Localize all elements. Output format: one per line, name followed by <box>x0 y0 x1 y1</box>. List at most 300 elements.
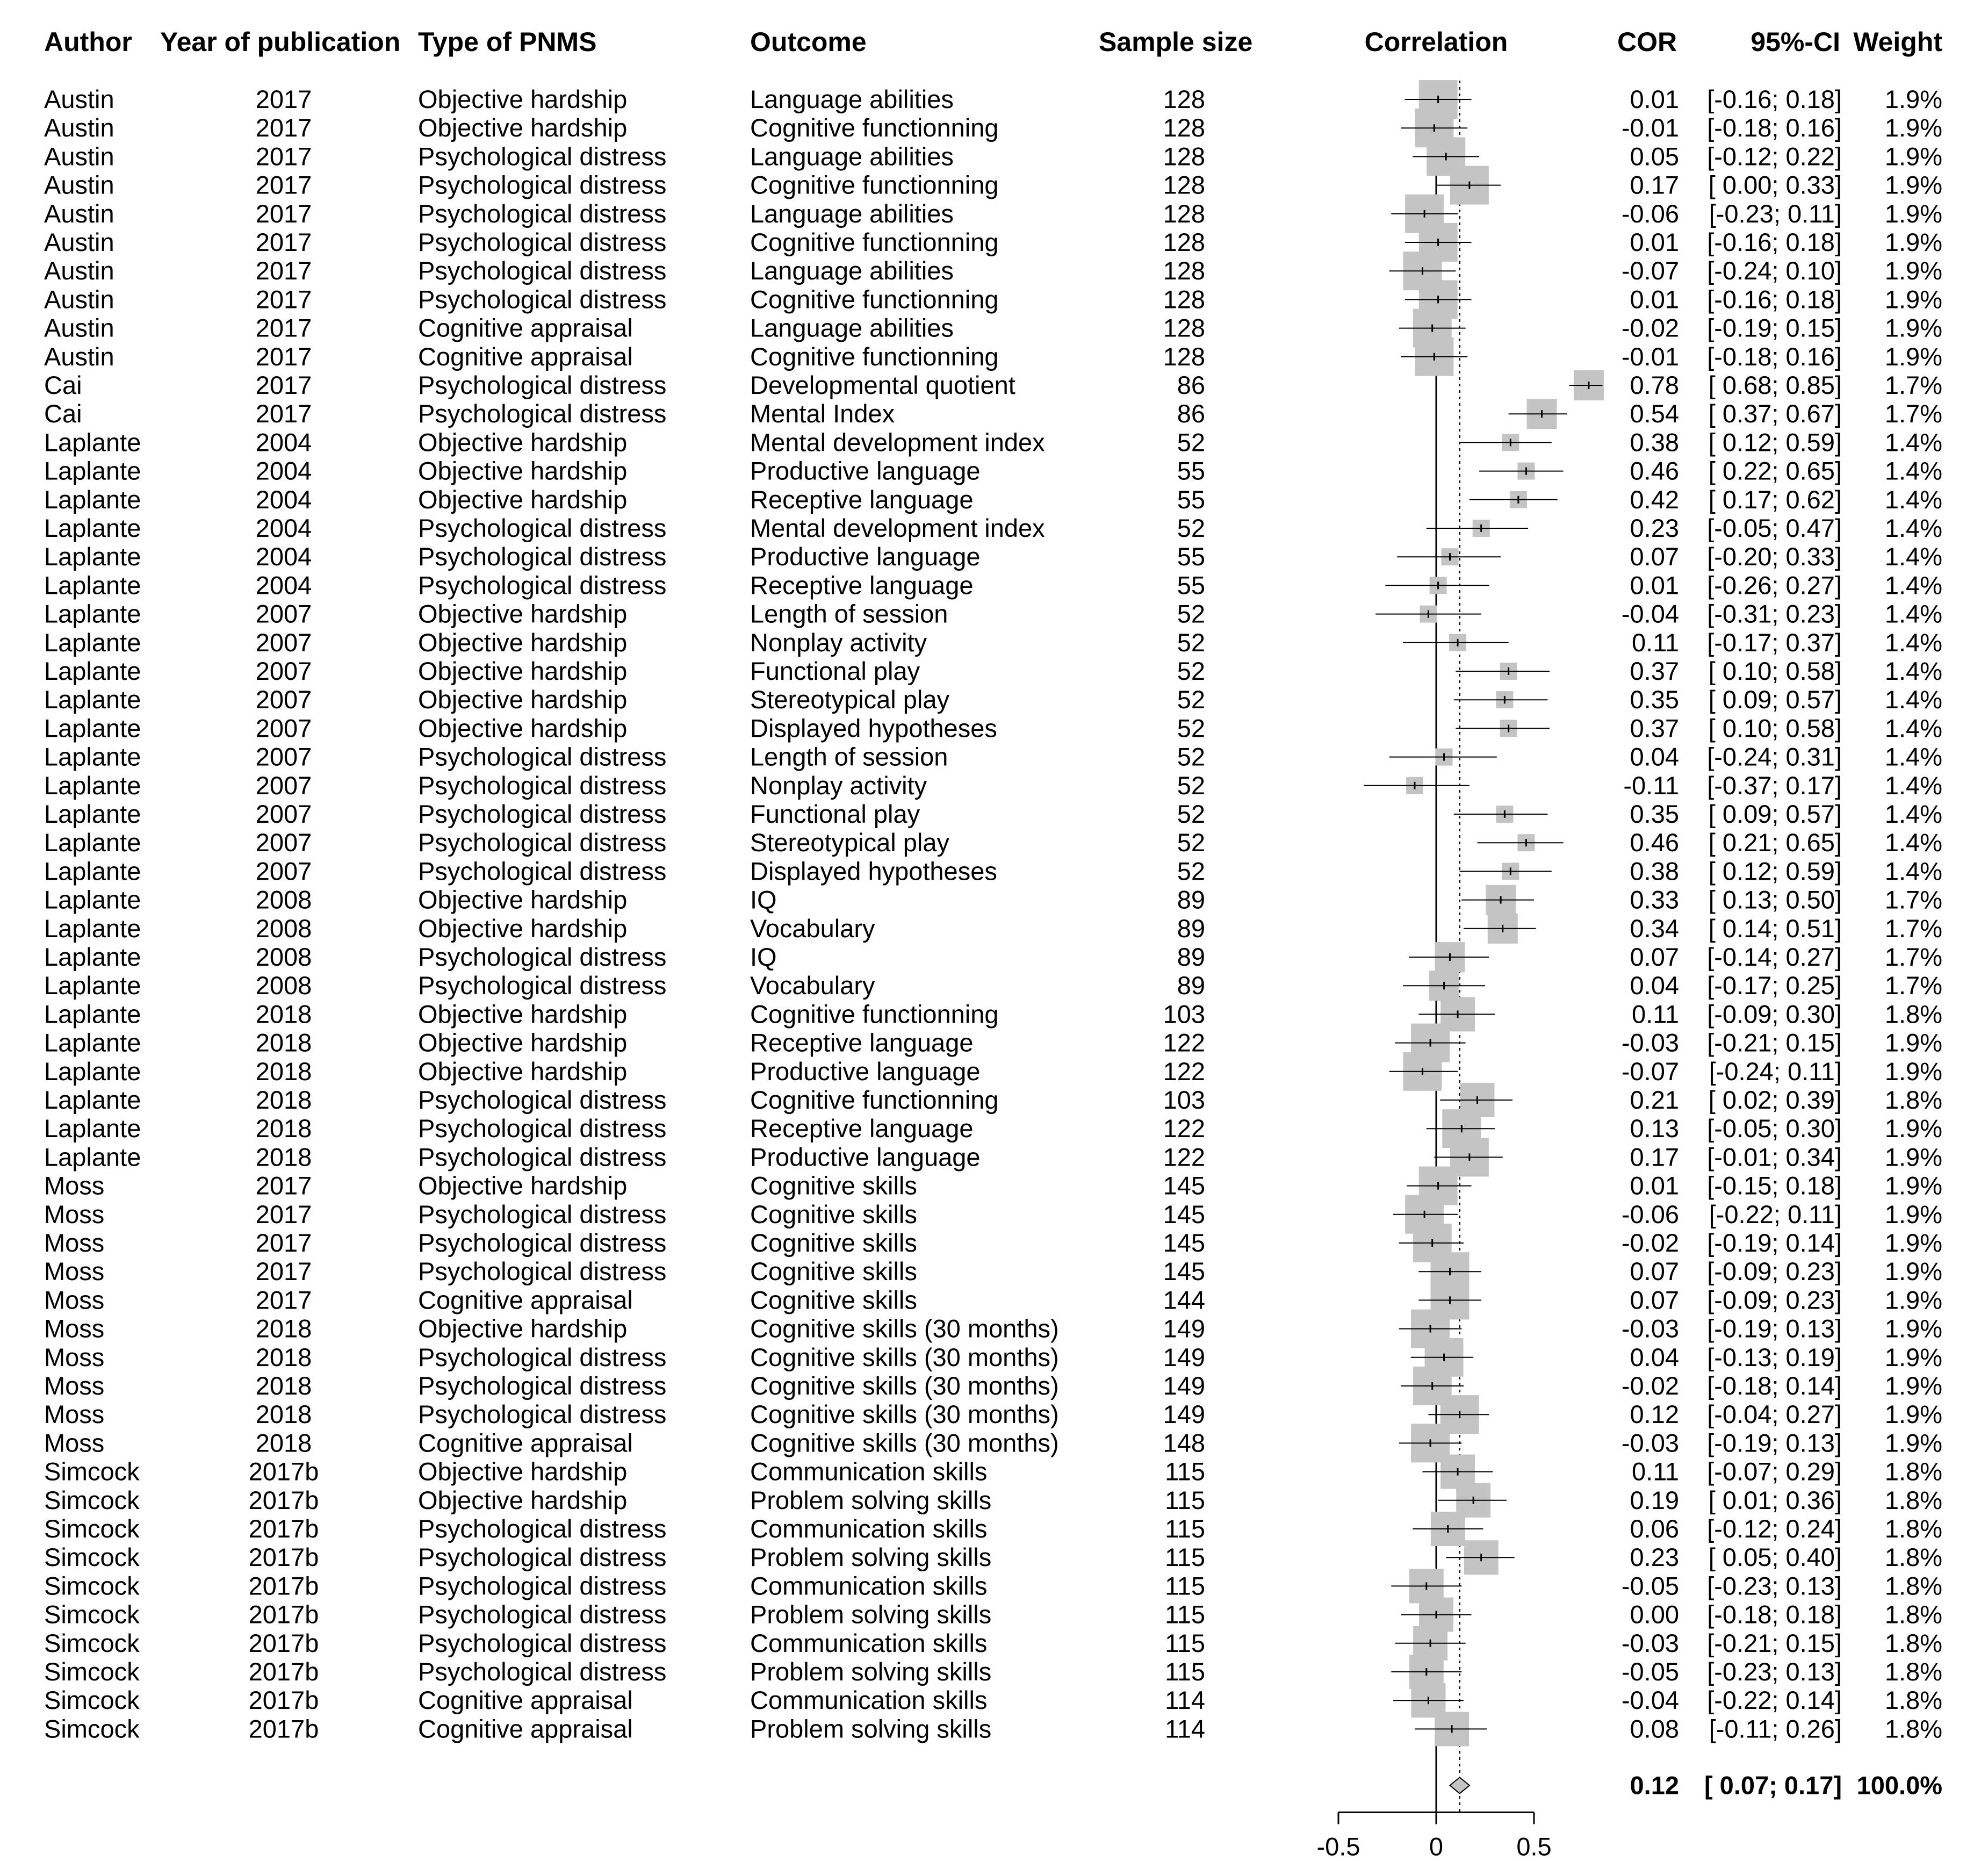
row-year: 2018 <box>255 1371 312 1400</box>
row-author: Laplante <box>44 1114 141 1143</box>
row-weight: 1.4% <box>1884 771 1942 800</box>
row-sample-size: 128 <box>1163 228 1205 256</box>
row-weight: 1.9% <box>1884 285 1942 314</box>
study-row <box>44 1629 1942 1657</box>
row-year: 2017 <box>255 285 312 314</box>
row-weight: 1.9% <box>1884 313 1942 342</box>
row-ci: [-0.18; 0.16] <box>1707 113 1842 142</box>
row-type: Psychological distress <box>418 399 667 428</box>
row-outcome: Mental Index <box>750 399 895 428</box>
row-outcome: Nonplay activity <box>750 628 927 657</box>
row-cor: 0.35 <box>1630 685 1679 714</box>
row-weight: 1.9% <box>1884 342 1942 371</box>
x-axis-tick-label: 0.5 <box>1516 1832 1552 1861</box>
row-weight: 1.7% <box>1884 399 1942 428</box>
row-author: Austin <box>44 113 114 142</box>
row-outcome: Productive language <box>750 456 981 485</box>
study-row <box>44 1657 1942 1686</box>
row-weight: 1.4% <box>1884 857 1942 886</box>
row-cor: -0.02 <box>1621 1371 1679 1400</box>
row-sample-size: 52 <box>1177 742 1205 771</box>
row-ci: [ 0.00; 0.33] <box>1708 170 1842 199</box>
row-year: 2017b <box>248 1657 319 1686</box>
row-author: Laplante <box>44 714 141 743</box>
header-row <box>44 27 1942 57</box>
row-year: 2008 <box>255 914 312 943</box>
row-sample-size: 145 <box>1163 1228 1205 1257</box>
row-author: Laplante <box>44 828 141 857</box>
row-cor: -0.03 <box>1621 1028 1679 1057</box>
row-weight: 1.4% <box>1884 456 1942 485</box>
row-author: Laplante <box>44 800 141 828</box>
study-row <box>44 1285 1942 1314</box>
row-year: 2017b <box>248 1543 319 1572</box>
row-outcome: Communication skills <box>750 1628 988 1657</box>
row-type: Psychological distress <box>418 1514 667 1543</box>
row-ci: [-0.19; 0.14] <box>1707 1228 1842 1257</box>
row-sample-size: 52 <box>1177 771 1205 800</box>
row-author: Laplante <box>44 456 141 485</box>
row-cor: -0.03 <box>1621 1314 1679 1343</box>
row-ci: [-0.23; 0.13] <box>1707 1571 1842 1600</box>
row-cor: 0.38 <box>1630 428 1679 457</box>
row-weight: 1.9% <box>1884 1428 1942 1457</box>
row-outcome: Displayed hypotheses <box>750 857 997 886</box>
row-weight: 1.9% <box>1884 1171 1942 1200</box>
row-author: Austin <box>44 256 114 285</box>
row-type: Objective hardship <box>418 1000 628 1029</box>
row-ci: [-0.09; 0.23] <box>1707 1285 1842 1314</box>
row-cor: 0.01 <box>1630 285 1679 314</box>
row-type: Psychological distress <box>418 1571 667 1600</box>
row-year: 2017 <box>255 1171 312 1200</box>
row-author: Austin <box>44 285 114 314</box>
row-ci: [-0.16; 0.18] <box>1707 85 1842 113</box>
row-weight: 1.8% <box>1884 1000 1942 1029</box>
row-author: Laplante <box>44 542 141 571</box>
row-ci: [-0.05; 0.30] <box>1707 1114 1842 1143</box>
row-ci: [-0.26; 0.27] <box>1707 571 1842 600</box>
row-type: Objective hardship <box>418 1028 628 1057</box>
study-row <box>44 285 1942 313</box>
row-weight: 1.8% <box>1884 1571 1942 1600</box>
row-ci: [ 0.14; 0.51] <box>1708 914 1842 943</box>
study-row <box>44 1486 1942 1514</box>
row-outcome: Stereotypical play <box>750 828 949 857</box>
row-year: 2004 <box>255 456 312 485</box>
row-cor: 0.04 <box>1630 971 1679 1000</box>
row-author: Cai <box>44 371 82 399</box>
row-year: 2004 <box>255 485 312 514</box>
row-cor: 0.07 <box>1630 943 1679 971</box>
row-author: Laplante <box>44 1086 141 1114</box>
row-year: 2017 <box>255 113 312 142</box>
row-type: Psychological distress <box>418 1600 667 1629</box>
row-year: 2018 <box>255 1086 312 1114</box>
row-weight: 1.9% <box>1884 170 1942 199</box>
row-ci: [ 0.12; 0.59] <box>1708 428 1842 457</box>
row-ci: [-0.05; 0.47] <box>1707 514 1842 542</box>
row-weight: 1.9% <box>1884 142 1942 171</box>
row-weight: 1.4% <box>1884 599 1942 628</box>
row-ci: [-0.15; 0.18] <box>1707 1171 1842 1200</box>
row-author: Simcock <box>44 1714 140 1743</box>
row-type: Psychological distress <box>418 800 667 828</box>
study-row <box>44 1029 1942 1057</box>
row-sample-size: 52 <box>1177 685 1205 714</box>
row-weight: 1.9% <box>1884 113 1942 142</box>
row-type: Psychological distress <box>418 742 667 771</box>
row-sample-size: 149 <box>1163 1400 1205 1429</box>
study-row <box>44 714 1942 742</box>
row-cor: 0.07 <box>1630 1285 1679 1314</box>
row-weight: 1.8% <box>1884 1714 1942 1743</box>
row-type: Psychological distress <box>418 971 667 1000</box>
row-author: Simcock <box>44 1686 140 1715</box>
row-ci: [-0.37; 0.17] <box>1707 771 1842 800</box>
row-weight: 1.9% <box>1884 1199 1942 1228</box>
row-author: Simcock <box>44 1457 140 1486</box>
row-type: Objective hardship <box>418 428 628 457</box>
row-type: Psychological distress <box>418 1371 667 1400</box>
row-year: 2017 <box>255 170 312 199</box>
row-outcome: Stereotypical play <box>750 685 949 714</box>
row-outcome: Problem solving skills <box>750 1485 992 1514</box>
row-cor: 0.19 <box>1630 1485 1679 1514</box>
row-weight: 1.4% <box>1884 485 1942 514</box>
row-year: 2017b <box>248 1714 319 1743</box>
row-cor: -0.11 <box>1623 771 1679 800</box>
row-ci: [ 0.10; 0.58] <box>1708 657 1842 685</box>
row-cor: -0.06 <box>1621 199 1679 228</box>
row-type: Objective hardship <box>418 685 628 714</box>
row-cor: 0.01 <box>1630 1171 1679 1200</box>
row-outcome: Receptive language <box>750 1114 974 1143</box>
row-year: 2018 <box>255 1000 312 1029</box>
row-type: Psychological distress <box>418 285 667 314</box>
row-type: Cognitive appraisal <box>418 1428 633 1457</box>
row-author: Laplante <box>44 428 141 457</box>
study-row <box>44 314 1942 342</box>
summary-weight: 100.0% <box>1856 1771 1942 1800</box>
row-author: Austin <box>44 313 114 342</box>
row-author: Cai <box>44 399 82 428</box>
row-author: Laplante <box>44 971 141 1000</box>
row-ci: [-0.21; 0.15] <box>1707 1028 1842 1057</box>
row-weight: 1.4% <box>1884 571 1942 600</box>
header-ci: 95%-CI <box>1751 27 1840 57</box>
row-cor: 0.35 <box>1630 800 1679 828</box>
row-sample-size: 55 <box>1177 485 1205 514</box>
row-weight: 1.9% <box>1884 1028 1942 1057</box>
study-row <box>44 1257 1942 1285</box>
row-year: 2004 <box>255 542 312 571</box>
row-type: Objective hardship <box>418 885 628 914</box>
row-weight: 1.8% <box>1884 1628 1942 1657</box>
row-year: 2017 <box>255 256 312 285</box>
row-outcome: Problem solving skills <box>750 1600 992 1629</box>
row-year: 2017b <box>248 1514 319 1543</box>
row-ci: [ 0.01; 0.36] <box>1708 1485 1842 1514</box>
row-outcome: Cognitive skills (30 months) <box>750 1342 1059 1371</box>
row-author: Laplante <box>44 1028 141 1057</box>
row-sample-size: 86 <box>1177 399 1205 428</box>
row-ci: [ 0.12; 0.59] <box>1708 857 1842 886</box>
row-ci: [-0.16; 0.18] <box>1707 228 1842 256</box>
row-ci: [-0.18; 0.14] <box>1707 1371 1842 1400</box>
row-sample-size: 55 <box>1177 571 1205 600</box>
row-outcome: Language abilities <box>750 85 954 113</box>
row-sample-size: 52 <box>1177 857 1205 886</box>
row-author: Simcock <box>44 1628 140 1657</box>
row-sample-size: 128 <box>1163 85 1205 113</box>
row-cor: -0.02 <box>1621 1228 1679 1257</box>
row-sample-size: 149 <box>1163 1314 1205 1343</box>
row-cor: 0.42 <box>1630 485 1679 514</box>
study-row <box>44 1114 1942 1143</box>
row-cor: -0.03 <box>1621 1428 1679 1457</box>
row-author: Laplante <box>44 742 141 771</box>
row-type: Psychological distress <box>418 571 667 600</box>
row-weight: 1.4% <box>1884 714 1942 743</box>
row-type: Psychological distress <box>418 943 667 971</box>
row-author: Austin <box>44 85 114 113</box>
row-outcome: Productive language <box>750 1143 981 1172</box>
row-sample-size: 122 <box>1163 1114 1205 1143</box>
row-sample-size: 122 <box>1163 1028 1205 1057</box>
row-sample-size: 122 <box>1163 1057 1205 1086</box>
row-type: Psychological distress <box>418 1114 667 1143</box>
study-row <box>44 228 1942 256</box>
row-outcome: Language abilities <box>750 256 954 285</box>
row-outcome: Functional play <box>750 657 920 685</box>
row-type: Psychological distress <box>418 1342 667 1371</box>
row-ci: [ 0.13; 0.50] <box>1708 885 1842 914</box>
row-type: Cognitive appraisal <box>418 342 633 371</box>
row-cor: -0.01 <box>1621 342 1679 371</box>
study-row <box>44 1228 1942 1257</box>
row-type: Objective hardship <box>418 456 628 485</box>
study-row <box>44 628 1942 657</box>
row-type: Psychological distress <box>418 542 667 571</box>
row-sample-size: 52 <box>1177 800 1205 828</box>
row-cor: 0.08 <box>1630 1714 1679 1743</box>
row-ci: [-0.23; 0.11] <box>1709 199 1842 228</box>
row-ci: [-0.09; 0.30] <box>1707 1000 1842 1029</box>
study-row <box>44 571 1942 599</box>
row-sample-size: 145 <box>1163 1199 1205 1228</box>
row-outcome: Cognitive functionning <box>750 113 999 142</box>
row-ci: [-0.18; 0.18] <box>1707 1600 1842 1629</box>
row-outcome: Cognitive skills <box>750 1171 917 1200</box>
row-author: Simcock <box>44 1657 140 1686</box>
study-row <box>44 1514 1942 1543</box>
row-outcome: Cognitive skills <box>750 1285 917 1314</box>
row-author: Simcock <box>44 1543 140 1572</box>
row-ci: [-0.24; 0.31] <box>1707 742 1842 771</box>
row-type: Objective hardship <box>418 85 628 113</box>
row-sample-size: 128 <box>1163 285 1205 314</box>
row-sample-size: 89 <box>1177 943 1205 971</box>
row-sample-size: 114 <box>1165 1714 1205 1743</box>
row-ci: [-0.11; 0.26] <box>1709 1714 1842 1743</box>
row-weight: 1.8% <box>1884 1600 1942 1629</box>
row-cor: 0.38 <box>1630 857 1679 886</box>
row-outcome: Receptive language <box>750 485 974 514</box>
row-sample-size: 52 <box>1177 828 1205 857</box>
row-type: Psychological distress <box>418 1199 667 1228</box>
row-cor: 0.37 <box>1630 657 1679 685</box>
study-row <box>44 1428 1942 1457</box>
row-year: 2018 <box>255 1342 312 1371</box>
row-year: 2007 <box>255 628 312 657</box>
study-rows <box>44 85 1942 1799</box>
study-row <box>44 771 1942 800</box>
row-ci: [ 0.09; 0.57] <box>1708 685 1842 714</box>
row-outcome: Cognitive skills <box>750 1257 917 1286</box>
row-outcome: Language abilities <box>750 313 954 342</box>
study-row <box>44 1457 1942 1486</box>
row-outcome: Length of session <box>750 742 948 771</box>
row-year: 2018 <box>255 1314 312 1343</box>
row-year: 2008 <box>255 971 312 1000</box>
row-outcome: Length of session <box>750 599 948 628</box>
row-ci: [ 0.10; 0.58] <box>1708 714 1842 743</box>
row-year: 2007 <box>255 742 312 771</box>
row-type: Cognitive appraisal <box>418 1714 633 1743</box>
header-weight: Weight <box>1853 27 1942 57</box>
row-ci: [-0.23; 0.13] <box>1707 1657 1842 1686</box>
row-year: 2017 <box>255 142 312 171</box>
row-author: Laplante <box>44 628 141 657</box>
row-author: Moss <box>44 1171 105 1200</box>
row-year: 2004 <box>255 514 312 542</box>
row-outcome: Cognitive functionning <box>750 342 999 371</box>
row-ci: [-0.24; 0.11] <box>1709 1057 1842 1086</box>
study-row <box>44 828 1942 857</box>
row-author: Laplante <box>44 685 141 714</box>
row-year: 2018 <box>255 1057 312 1086</box>
row-year: 2007 <box>255 800 312 828</box>
row-author: Moss <box>44 1371 105 1400</box>
study-row <box>44 1172 1942 1200</box>
row-outcome: Displayed hypotheses <box>750 714 997 743</box>
row-sample-size: 128 <box>1163 313 1205 342</box>
study-row <box>44 371 1942 399</box>
row-outcome: Developmental quotient <box>750 371 1015 399</box>
row-cor: 0.13 <box>1630 1114 1679 1143</box>
row-weight: 1.4% <box>1884 742 1942 771</box>
row-type: Psychological distress <box>418 371 667 399</box>
study-row <box>44 943 1942 971</box>
row-weight: 1.9% <box>1884 1400 1942 1429</box>
row-author: Austin <box>44 142 114 171</box>
row-weight: 1.9% <box>1884 1143 1942 1172</box>
row-sample-size: 128 <box>1163 256 1205 285</box>
row-outcome: Language abilities <box>750 199 954 228</box>
row-author: Laplante <box>44 599 141 628</box>
row-outcome: IQ <box>750 943 777 971</box>
row-year: 2017 <box>255 1285 312 1314</box>
row-cor: 0.17 <box>1630 170 1679 199</box>
study-row <box>44 886 1942 914</box>
row-outcome: Vocabulary <box>750 971 875 1000</box>
row-year: 2017b <box>248 1628 319 1657</box>
row-cor: 0.01 <box>1630 571 1679 600</box>
row-cor: 0.06 <box>1630 1514 1679 1543</box>
row-year: 2017 <box>255 85 312 113</box>
row-author: Moss <box>44 1428 105 1457</box>
row-cor: -0.05 <box>1621 1571 1679 1600</box>
summary-cor: 0.12 <box>1630 1771 1679 1800</box>
row-year: 2007 <box>255 828 312 857</box>
row-ci: [-0.07; 0.29] <box>1707 1457 1842 1486</box>
row-outcome: Cognitive skills <box>750 1199 917 1228</box>
row-sample-size: 144 <box>1163 1285 1205 1314</box>
row-year: 2017 <box>255 342 312 371</box>
row-weight: 1.9% <box>1884 199 1942 228</box>
row-weight: 1.9% <box>1884 1371 1942 1400</box>
row-cor: 0.01 <box>1630 228 1679 256</box>
row-outcome: Cognitive skills (30 months) <box>750 1314 1059 1343</box>
row-cor: -0.07 <box>1621 1057 1679 1086</box>
row-sample-size: 52 <box>1177 428 1205 457</box>
row-type: Psychological distress <box>418 514 667 542</box>
row-type: Objective hardship <box>418 1057 628 1086</box>
row-type: Psychological distress <box>418 1657 667 1686</box>
row-cor: 0.01 <box>1630 85 1679 113</box>
row-sample-size: 115 <box>1165 1571 1205 1600</box>
summary-diamond <box>1450 1777 1469 1793</box>
study-row <box>44 85 1942 113</box>
row-type: Psychological distress <box>418 170 667 199</box>
row-ci: [-0.24; 0.10] <box>1707 256 1842 285</box>
row-ci: [-0.18; 0.16] <box>1707 342 1842 371</box>
row-ci: [-0.12; 0.22] <box>1707 142 1842 171</box>
row-outcome: Productive language <box>750 542 981 571</box>
row-weight: 1.9% <box>1884 1257 1942 1286</box>
row-cor: -0.07 <box>1621 256 1679 285</box>
header-author: Author <box>44 27 132 57</box>
row-weight: 1.7% <box>1884 371 1942 399</box>
row-type: Psychological distress <box>418 1400 667 1429</box>
row-type: Objective hardship <box>418 1485 628 1514</box>
row-sample-size: 115 <box>1165 1514 1205 1543</box>
row-year: 2004 <box>255 571 312 600</box>
row-sample-size: 55 <box>1177 542 1205 571</box>
row-outcome: Cognitive skills (30 months) <box>750 1371 1059 1400</box>
row-outcome: Vocabulary <box>750 914 875 943</box>
study-row <box>44 1400 1942 1428</box>
row-author: Laplante <box>44 657 141 685</box>
row-type: Objective hardship <box>418 914 628 943</box>
row-cor: -0.04 <box>1621 599 1679 628</box>
row-author: Austin <box>44 199 114 228</box>
row-author: Austin <box>44 342 114 371</box>
row-year: 2008 <box>255 943 312 971</box>
row-ci: [ 0.37; 0.67] <box>1708 399 1842 428</box>
row-sample-size: 128 <box>1163 170 1205 199</box>
row-cor: 0.23 <box>1630 514 1679 542</box>
row-ci: [-0.22; 0.14] <box>1707 1686 1842 1715</box>
row-weight: 1.8% <box>1884 1686 1942 1715</box>
row-sample-size: 115 <box>1165 1628 1205 1657</box>
study-row <box>44 914 1942 943</box>
row-ci: [ 0.22; 0.65] <box>1708 456 1842 485</box>
row-outcome: Communication skills <box>750 1686 988 1715</box>
row-year: 2007 <box>255 857 312 886</box>
study-row <box>44 800 1942 828</box>
